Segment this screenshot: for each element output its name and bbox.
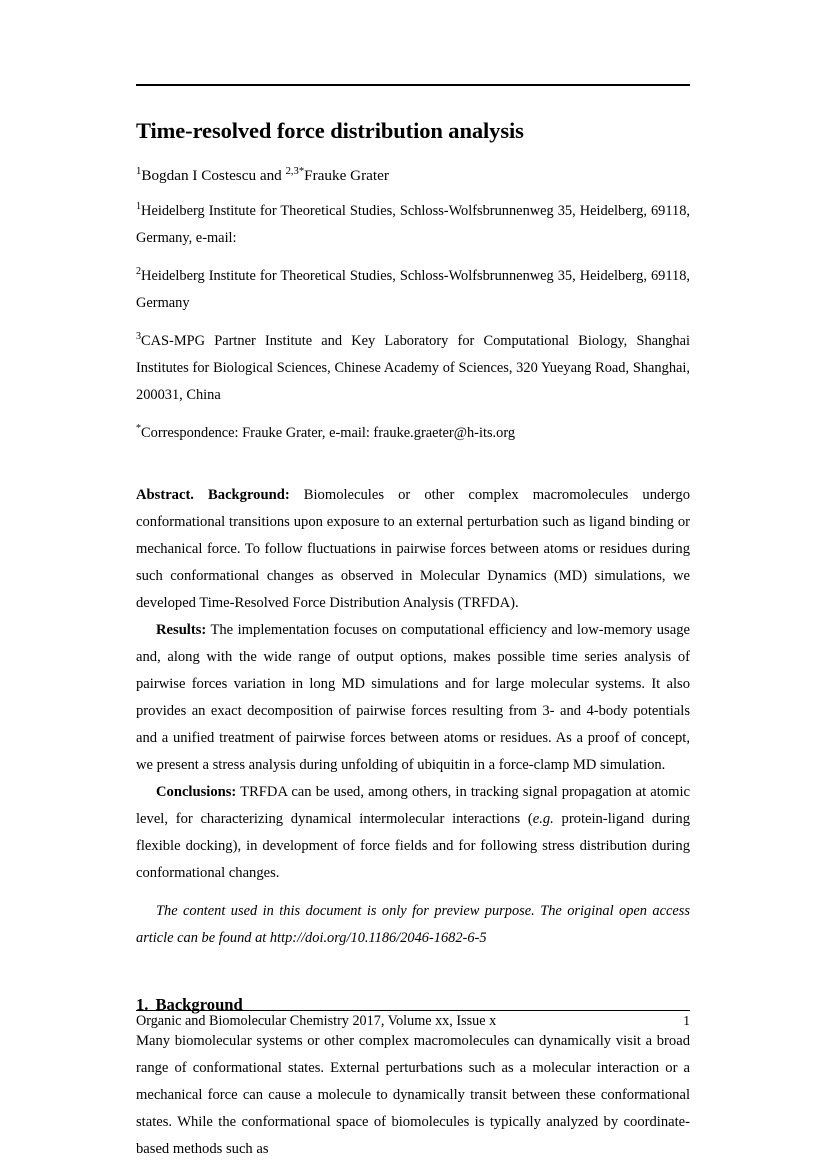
- abstract-conclusions-text-before: TRFDA can be used, among others, in tracking signal propagation at atomic level, for characterizing dynamical intermolecular interactions (: [136, 784, 690, 827]
- footer-rule: [136, 1010, 690, 1011]
- affiliation-text-2: Heidelberg Institute for Theoretical Studies, Schloss-Wolfsbrunnenweg 35, Heidelberg, 69118, Germany: [136, 268, 690, 311]
- page-footer: [136, 1013, 690, 1030]
- correspondence-marker: *: [136, 423, 142, 435]
- section-number: 1.: [136, 995, 149, 1014]
- abstract-results-text: The implementation focuses on computational efficiency and low-memory usage and, along with the wide range of output options, makes possible time series analysis of pairwise forces variation in long MD simulations and for large molecular systems. It also provides an exact decomposition of pairwise forces resulting from 3- and 4-body potentials and a unified treatment of pairwise forces between atoms or residues. As a proof of concept, we present a stress analysis during unfolding of ubiquitin in a force-clamp MD simulation.: [136, 622, 690, 773]
- author-line: [136, 166, 690, 185]
- affiliation-marker-1: 1: [136, 201, 142, 213]
- correspondence-text: Correspondence: Frauke Grater, e-mail: frauke.graeter@h-its.org: [141, 425, 516, 441]
- abstract-block: [136, 482, 690, 887]
- footer-journal-info: Organic and Biomolecular Chemistry 2017, Volume xx, Issue x: [136, 1013, 497, 1029]
- abstract-conclusions-text-after: protein-ligand during flexible docking), in development of force fields and for following stress distribution during conformational changes.: [136, 811, 691, 881]
- abstract-background: [136, 482, 690, 617]
- abstract-results-label: Results:: [156, 622, 207, 638]
- header-rule: [136, 84, 690, 86]
- section-paragraph-1: Many biomolecular systems or other complex macromolecules can dynamically visit a broad range of conformational states. External perturbations such as a molecular interaction or a mechanical force can cause a molecule to dynamically transit between these conformational states. While the conformational space of biomolecules is typically analyzed by coordinate-based methods such as: [136, 1032, 690, 1157]
- page-content: [136, 84, 690, 1163]
- affiliation-text-1: Heidelberg Institute for Theoretical Studies, Schloss-Wolfsbrunnenweg 35, Heidelberg, 69118, Germany, e-mail:: [136, 203, 690, 246]
- abstract-results: [136, 617, 690, 779]
- section-heading-background: [136, 995, 690, 1015]
- author-name-1: Bogdan I Costescu and: [141, 167, 286, 184]
- author-name-2: Frauke Grater: [304, 167, 389, 184]
- affiliation-1: [136, 198, 690, 252]
- affiliation-text-3: CAS-MPG Partner Institute and Key Laboratory for Computational Biology, Shanghai Institutes for Biological Sciences, Chinese Academy of Sciences, 320 Yueyang Road, Shanghai, 200031, China: [136, 333, 690, 403]
- preview-notice: The content used in this document is only for preview purpose. The original open access article can be found at http://doi.org/10.1186/2046-1682-6-5: [136, 903, 690, 946]
- affiliation-2: [136, 263, 690, 317]
- footer-page-number: 1: [683, 1013, 690, 1028]
- affiliation-marker-2: 2: [136, 266, 142, 278]
- page-title: Time-resolved force distribution analysis: [136, 118, 524, 143]
- abstract-conclusions-eg: e.g.: [532, 811, 554, 827]
- author-sup-2: 2,3*: [285, 165, 305, 177]
- abstract-conclusions: [136, 779, 690, 887]
- author-sup-1: 1: [136, 165, 142, 177]
- abstract-background-text: Biomolecules or other complex macromolecules undergo conformational transitions upon exposure to an external perturbation such as ligand binding or mechanical force. To follow fluctuations in pairwise forces between atoms or residues during such conformational changes as observed in Molecular Dynamics (MD) simulations, we developed Time-Resolved Force Distribution Analysis (TRFDA).: [136, 487, 690, 611]
- affiliation-3: [136, 328, 690, 409]
- affiliation-marker-3: 3: [136, 331, 142, 343]
- abstract-background-label: Abstract. Background:: [136, 487, 290, 503]
- abstract-conclusions-label: Conclusions:: [156, 784, 237, 800]
- section-title: Background: [155, 995, 243, 1014]
- correspondence-line: [136, 420, 690, 447]
